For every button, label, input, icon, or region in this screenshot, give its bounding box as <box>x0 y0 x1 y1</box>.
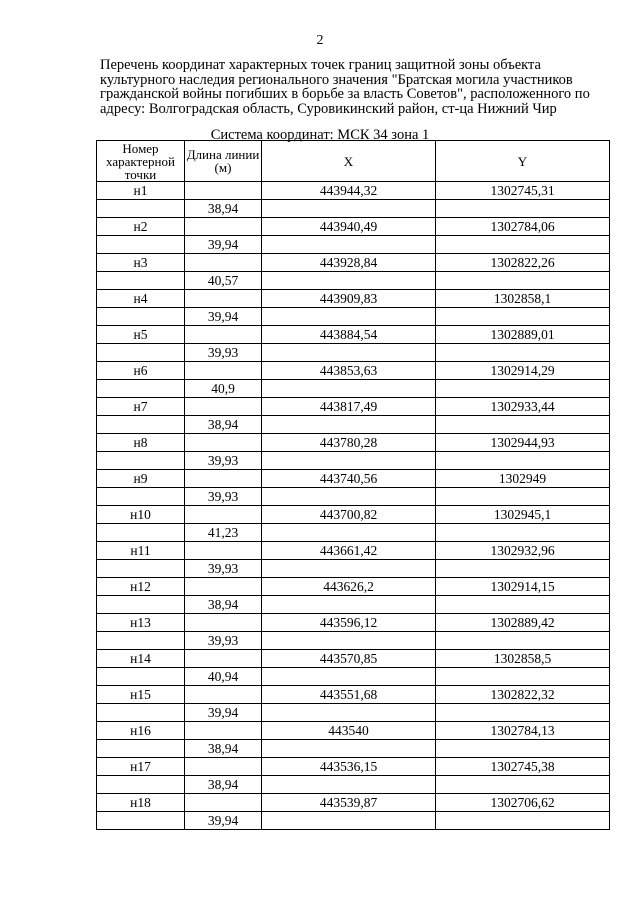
length-cell: 39,94 <box>185 236 262 254</box>
point-name-cell: н9 <box>97 470 185 488</box>
x-cell: 443596,12 <box>262 614 436 632</box>
y-cell: 1302889,01 <box>436 326 610 344</box>
x-cell: 443884,54 <box>262 326 436 344</box>
length-cell: 40,57 <box>185 272 262 290</box>
empty-cell <box>262 524 436 542</box>
empty-cell <box>262 272 436 290</box>
empty-cell <box>262 452 436 470</box>
y-cell: 1302932,96 <box>436 542 610 560</box>
table-row-length <box>97 200 610 218</box>
table-row-length <box>97 416 610 434</box>
point-name-cell: н10 <box>97 506 185 524</box>
empty-cell <box>185 686 262 704</box>
empty-cell <box>436 236 610 254</box>
empty-cell <box>262 236 436 254</box>
length-cell: 39,94 <box>185 308 262 326</box>
empty-cell <box>97 344 185 362</box>
empty-cell <box>185 290 262 308</box>
table-row-point <box>97 506 610 524</box>
y-cell: 1302914,15 <box>436 578 610 596</box>
empty-cell <box>262 740 436 758</box>
x-cell: 443740,56 <box>262 470 436 488</box>
empty-cell <box>185 794 262 812</box>
empty-cell <box>436 200 610 218</box>
empty-cell <box>262 416 436 434</box>
empty-cell <box>97 272 185 290</box>
empty-cell <box>436 704 610 722</box>
empty-cell <box>436 308 610 326</box>
table-row-length <box>97 524 610 542</box>
length-cell: 38,94 <box>185 596 262 614</box>
title-line: гражданской войны погибших в борьбе за власть Советов", расположенного по <box>100 86 590 102</box>
empty-cell <box>97 452 185 470</box>
table-row-length <box>97 812 610 830</box>
table-row-point <box>97 362 610 380</box>
table-row-point <box>97 542 610 560</box>
empty-cell <box>97 236 185 254</box>
y-cell: 1302745,31 <box>436 182 610 200</box>
title-line: Перечень координат характерных точек границ защитной зоны объекта <box>100 57 541 73</box>
empty-cell <box>97 488 185 506</box>
table-row-length <box>97 704 610 722</box>
x-cell: 443944,32 <box>262 182 436 200</box>
coordinates-table <box>96 140 610 830</box>
x-cell: 443540 <box>262 722 436 740</box>
table-row-point <box>97 650 610 668</box>
empty-cell <box>185 506 262 524</box>
table-row-length <box>97 308 610 326</box>
y-cell: 1302889,42 <box>436 614 610 632</box>
y-cell: 1302706,62 <box>436 794 610 812</box>
y-cell: 1302933,44 <box>436 398 610 416</box>
table-row-point <box>97 470 610 488</box>
point-name-cell: н3 <box>97 254 185 272</box>
point-name-cell: н8 <box>97 434 185 452</box>
y-cell: 1302858,1 <box>436 290 610 308</box>
x-cell: 443817,49 <box>262 398 436 416</box>
empty-cell <box>185 254 262 272</box>
x-cell: 443661,42 <box>262 542 436 560</box>
empty-cell <box>97 524 185 542</box>
empty-cell <box>262 308 436 326</box>
empty-cell <box>436 668 610 686</box>
empty-cell <box>185 650 262 668</box>
table-row-length <box>97 488 610 506</box>
table-row-length <box>97 596 610 614</box>
empty-cell <box>436 776 610 794</box>
point-name-cell: н11 <box>97 542 185 560</box>
empty-cell <box>97 380 185 398</box>
point-name-cell: н18 <box>97 794 185 812</box>
x-cell: 443536,15 <box>262 758 436 776</box>
empty-cell <box>185 542 262 560</box>
table-row-point <box>97 218 610 236</box>
y-cell: 1302822,32 <box>436 686 610 704</box>
length-cell: 39,93 <box>185 632 262 650</box>
table-row-length <box>97 776 610 794</box>
table-body <box>97 182 610 830</box>
point-name-cell: н7 <box>97 398 185 416</box>
empty-cell <box>262 380 436 398</box>
point-name-cell: н12 <box>97 578 185 596</box>
table-row-length <box>97 236 610 254</box>
empty-cell <box>97 560 185 578</box>
empty-cell <box>97 812 185 830</box>
table-row-point <box>97 182 610 200</box>
table-row-length <box>97 740 610 758</box>
empty-cell <box>97 704 185 722</box>
table-row-length <box>97 632 610 650</box>
x-cell: 443780,28 <box>262 434 436 452</box>
empty-cell <box>436 632 610 650</box>
point-name-cell: н2 <box>97 218 185 236</box>
point-name-cell: н14 <box>97 650 185 668</box>
table-row-length <box>97 272 610 290</box>
empty-cell <box>262 668 436 686</box>
y-cell: 1302822,26 <box>436 254 610 272</box>
empty-cell <box>97 776 185 794</box>
x-cell: 443940,49 <box>262 218 436 236</box>
table-header-row <box>97 141 610 182</box>
y-cell: 1302914,29 <box>436 362 610 380</box>
coordinate-system-label: Система координат: МСК 34 зона 1 <box>210 127 430 143</box>
point-name-cell: н16 <box>97 722 185 740</box>
x-cell: 443700,82 <box>262 506 436 524</box>
title-line: адресу: Волгоградская область, Суровикинский район, ст-ца Нижний Чир <box>100 100 557 117</box>
length-cell: 38,94 <box>185 740 262 758</box>
empty-cell <box>262 200 436 218</box>
x-cell: 443853,63 <box>262 362 436 380</box>
table-row-length <box>97 380 610 398</box>
table-row-length <box>97 668 610 686</box>
y-cell: 1302745,38 <box>436 758 610 776</box>
empty-cell <box>185 758 262 776</box>
empty-cell <box>185 614 262 632</box>
y-cell: 1302858,5 <box>436 650 610 668</box>
empty-cell <box>185 470 262 488</box>
table-row-point <box>97 326 610 344</box>
table-row-length <box>97 560 610 578</box>
table-row-point <box>97 578 610 596</box>
empty-cell <box>185 398 262 416</box>
header-point-number: Номер характерной точки <box>97 141 185 182</box>
length-cell: 38,94 <box>185 416 262 434</box>
empty-cell <box>436 380 610 398</box>
empty-cell <box>185 218 262 236</box>
page-number: 2 <box>316 33 324 48</box>
x-cell: 443570,85 <box>262 650 436 668</box>
point-name-cell: н17 <box>97 758 185 776</box>
empty-cell <box>262 560 436 578</box>
empty-cell <box>436 416 610 434</box>
empty-cell <box>262 704 436 722</box>
length-cell: 39,94 <box>185 812 262 830</box>
header-line-length: Длина линии (м) <box>185 141 262 182</box>
empty-cell <box>436 344 610 362</box>
y-cell: 1302784,06 <box>436 218 610 236</box>
length-cell: 39,93 <box>185 452 262 470</box>
empty-cell <box>97 668 185 686</box>
length-cell: 39,94 <box>185 704 262 722</box>
length-cell: 40,94 <box>185 668 262 686</box>
empty-cell <box>97 416 185 434</box>
point-name-cell: н4 <box>97 290 185 308</box>
empty-cell <box>185 722 262 740</box>
point-name-cell: н13 <box>97 614 185 632</box>
empty-cell <box>185 362 262 380</box>
empty-cell <box>262 812 436 830</box>
point-name-cell: н6 <box>97 362 185 380</box>
title-line: культурного наследия регионального значения "Братская могила участников <box>100 71 573 88</box>
y-cell: 1302949 <box>436 470 610 488</box>
table-row-point <box>97 758 610 776</box>
table-row-point <box>97 794 610 812</box>
empty-cell <box>436 596 610 614</box>
table-row-point <box>97 434 610 452</box>
y-cell: 1302944,93 <box>436 434 610 452</box>
x-cell: 443909,83 <box>262 290 436 308</box>
x-cell: 443928,84 <box>262 254 436 272</box>
table-row-point <box>97 722 610 740</box>
y-cell: 1302784,13 <box>436 722 610 740</box>
empty-cell <box>97 632 185 650</box>
table-row-point <box>97 290 610 308</box>
empty-cell <box>436 272 610 290</box>
empty-cell <box>185 578 262 596</box>
point-name-cell: н15 <box>97 686 185 704</box>
empty-cell <box>436 488 610 506</box>
table-row-length <box>97 344 610 362</box>
empty-cell <box>185 182 262 200</box>
empty-cell <box>185 326 262 344</box>
empty-cell <box>262 488 436 506</box>
empty-cell <box>436 812 610 830</box>
x-cell: 443539,87 <box>262 794 436 812</box>
x-cell: 443551,68 <box>262 686 436 704</box>
length-cell: 40,9 <box>185 380 262 398</box>
table-row-point <box>97 398 610 416</box>
table-row-length <box>97 452 610 470</box>
empty-cell <box>185 434 262 452</box>
length-cell: 39,93 <box>185 344 262 362</box>
empty-cell <box>436 740 610 758</box>
header-y: Y <box>436 141 610 182</box>
length-cell: 39,93 <box>185 488 262 506</box>
empty-cell <box>436 560 610 578</box>
header-x: X <box>262 141 436 182</box>
empty-cell <box>262 596 436 614</box>
point-name-cell: н1 <box>97 182 185 200</box>
y-cell: 1302945,1 <box>436 506 610 524</box>
length-cell: 39,93 <box>185 560 262 578</box>
empty-cell <box>262 344 436 362</box>
empty-cell <box>97 740 185 758</box>
empty-cell <box>97 596 185 614</box>
point-name-cell: н5 <box>97 326 185 344</box>
empty-cell <box>97 308 185 326</box>
length-cell: 38,94 <box>185 776 262 794</box>
empty-cell <box>436 452 610 470</box>
empty-cell <box>262 632 436 650</box>
table-row-point <box>97 254 610 272</box>
document-title <box>100 57 590 117</box>
x-cell: 443626,2 <box>262 578 436 596</box>
length-cell: 38,94 <box>185 200 262 218</box>
table-row-point <box>97 686 610 704</box>
empty-cell <box>262 776 436 794</box>
empty-cell <box>436 524 610 542</box>
table-row-point <box>97 614 610 632</box>
length-cell: 41,23 <box>185 524 262 542</box>
empty-cell <box>97 200 185 218</box>
